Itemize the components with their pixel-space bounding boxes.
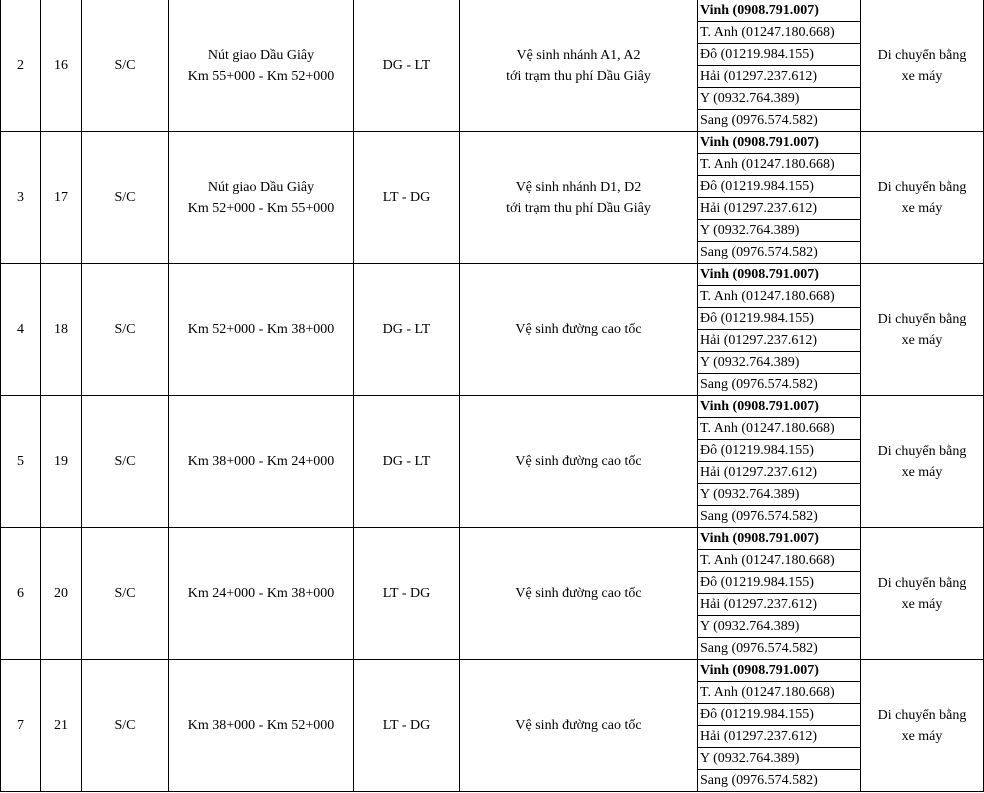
- location-cell-line: Km 38+000 - Km 24+000: [187, 454, 335, 469]
- transport-cell-line: xe máy: [901, 596, 943, 612]
- direction-cell: DG - LT: [354, 396, 460, 528]
- contact-member: Hải (01297.237.612): [698, 330, 861, 352]
- table-row: [1, 264, 984, 286]
- contact-member: Đô (01219.984.155): [698, 704, 861, 726]
- task-cell-line: Vệ sinh nhánh A1, A2: [516, 47, 641, 63]
- contact-lead: Vinh (0908.791.007): [698, 132, 861, 154]
- contact-lead: Vinh (0908.791.007): [698, 528, 861, 550]
- contact-lead: Vinh (0908.791.007): [698, 660, 861, 682]
- contact-member: Hải (01297.237.612): [698, 726, 861, 748]
- transport-cell-line: Di chuyển bằng: [877, 311, 967, 327]
- contact-member: Sang (0976.574.582): [698, 374, 861, 396]
- contact-member: Hải (01297.237.612): [698, 198, 861, 220]
- code-cell: 21: [41, 660, 82, 792]
- table-row: [1, 528, 984, 550]
- contact-member: Đô (01219.984.155): [698, 44, 861, 66]
- location-cell-line: Nút giao Dầu Giây: [207, 47, 315, 63]
- contact-member: Sang (0976.574.582): [698, 638, 861, 660]
- contact-member: Sang (0976.574.582): [698, 110, 861, 132]
- transport-cell: [861, 396, 984, 528]
- contact-member: Đô (01219.984.155): [698, 572, 861, 594]
- location-cell-line: Km 52+000 - Km 38+000: [187, 322, 335, 337]
- task-cell-line: tới trạm thu phí Dầu Giây: [506, 68, 651, 84]
- stt-cell: 6: [1, 528, 41, 660]
- contact-member: T. Anh (01247.180.668): [698, 682, 861, 704]
- transport-cell: [861, 264, 984, 396]
- code-cell: 20: [41, 528, 82, 660]
- transport-cell: [861, 660, 984, 792]
- table-row: [1, 660, 984, 682]
- contact-member: Hải (01297.237.612): [698, 462, 861, 484]
- location-cell-line: Km 52+000 - Km 55+000: [187, 200, 335, 216]
- location-cell: [169, 396, 354, 528]
- code-cell: 17: [41, 132, 82, 264]
- stt-cell: 2: [1, 0, 41, 132]
- type-cell: S/C: [82, 528, 169, 660]
- schedule-body: [1, 0, 984, 792]
- direction-cell: DG - LT: [354, 264, 460, 396]
- location-cell: [169, 132, 354, 264]
- stt-cell: 3: [1, 132, 41, 264]
- contact-lead: Vinh (0908.791.007): [698, 0, 861, 22]
- transport-cell-line: Di chuyển bằng: [877, 707, 967, 723]
- table-row: [1, 132, 984, 154]
- transport-cell-line: Di chuyển bằng: [877, 443, 967, 459]
- location-cell-line: Nút giao Dầu Giây: [207, 179, 315, 195]
- location-cell: [169, 0, 354, 132]
- transport-cell-line: xe máy: [901, 464, 943, 480]
- transport-cell-line: Di chuyển bằng: [877, 47, 967, 63]
- task-cell-line: Vệ sinh đường cao tốc: [515, 586, 642, 601]
- contact-member: Sang (0976.574.582): [698, 242, 861, 264]
- code-cell: 16: [41, 0, 82, 132]
- contact-member: T. Anh (01247.180.668): [698, 418, 861, 440]
- contact-member: T. Anh (01247.180.668): [698, 154, 861, 176]
- task-cell: [460, 0, 698, 132]
- transport-cell-line: Di chuyển bằng: [877, 179, 967, 195]
- contact-member: Đô (01219.984.155): [698, 308, 861, 330]
- location-cell-line: Km 24+000 - Km 38+000: [187, 586, 335, 601]
- contact-member: T. Anh (01247.180.668): [698, 286, 861, 308]
- task-cell-line: Vệ sinh đường cao tốc: [515, 454, 642, 469]
- stt-cell: 4: [1, 264, 41, 396]
- contact-member: Y (0932.764.389): [698, 616, 861, 638]
- code-cell: 18: [41, 264, 82, 396]
- task-cell: [460, 528, 698, 660]
- direction-cell: LT - DG: [354, 660, 460, 792]
- type-cell: S/C: [82, 132, 169, 264]
- contact-lead: Vinh (0908.791.007): [698, 264, 861, 286]
- task-cell: [460, 132, 698, 264]
- contact-member: Đô (01219.984.155): [698, 440, 861, 462]
- location-cell: [169, 264, 354, 396]
- contact-member: Y (0932.764.389): [698, 748, 861, 770]
- contact-member: Đô (01219.984.155): [698, 176, 861, 198]
- location-cell: [169, 528, 354, 660]
- transport-cell: [861, 528, 984, 660]
- direction-cell: DG - LT: [354, 0, 460, 132]
- direction-cell: LT - DG: [354, 528, 460, 660]
- transport-cell-line: xe máy: [901, 200, 943, 216]
- type-cell: S/C: [82, 660, 169, 792]
- task-cell-line: Vệ sinh nhánh D1, D2: [515, 179, 642, 195]
- task-cell: [460, 396, 698, 528]
- contact-member: Sang (0976.574.582): [698, 506, 861, 528]
- contact-lead: Vinh (0908.791.007): [698, 396, 861, 418]
- type-cell: S/C: [82, 264, 169, 396]
- location-cell-line: Km 38+000 - Km 52+000: [187, 718, 335, 733]
- contact-member: Hải (01297.237.612): [698, 594, 861, 616]
- location-cell: [169, 660, 354, 792]
- transport-cell-line: xe máy: [901, 68, 943, 84]
- code-cell: 19: [41, 396, 82, 528]
- transport-cell: [861, 0, 984, 132]
- contact-member: Y (0932.764.389): [698, 220, 861, 242]
- contact-member: Y (0932.764.389): [698, 352, 861, 374]
- contact-member: Sang (0976.574.582): [698, 770, 861, 792]
- stt-cell: 7: [1, 660, 41, 792]
- transport-cell-line: xe máy: [901, 332, 943, 348]
- direction-cell: LT - DG: [354, 132, 460, 264]
- transport-cell: [861, 132, 984, 264]
- stt-cell: 5: [1, 396, 41, 528]
- task-cell-line: tới trạm thu phí Dầu Giây: [506, 200, 651, 216]
- location-cell-line: Km 55+000 - Km 52+000: [187, 68, 335, 84]
- table-row: [1, 0, 984, 22]
- task-cell-line: Vệ sinh đường cao tốc: [515, 718, 642, 733]
- task-cell-line: Vệ sinh đường cao tốc: [515, 322, 642, 337]
- contact-member: Hải (01297.237.612): [698, 66, 861, 88]
- task-cell: [460, 660, 698, 792]
- contact-member: Y (0932.764.389): [698, 484, 861, 506]
- contact-member: T. Anh (01247.180.668): [698, 550, 861, 572]
- type-cell: S/C: [82, 0, 169, 132]
- table-row: [1, 396, 984, 418]
- contact-member: T. Anh (01247.180.668): [698, 22, 861, 44]
- task-cell: [460, 264, 698, 396]
- type-cell: S/C: [82, 396, 169, 528]
- contact-member: Y (0932.764.389): [698, 88, 861, 110]
- transport-cell-line: Di chuyển bằng: [877, 575, 967, 591]
- transport-cell-line: xe máy: [901, 728, 943, 744]
